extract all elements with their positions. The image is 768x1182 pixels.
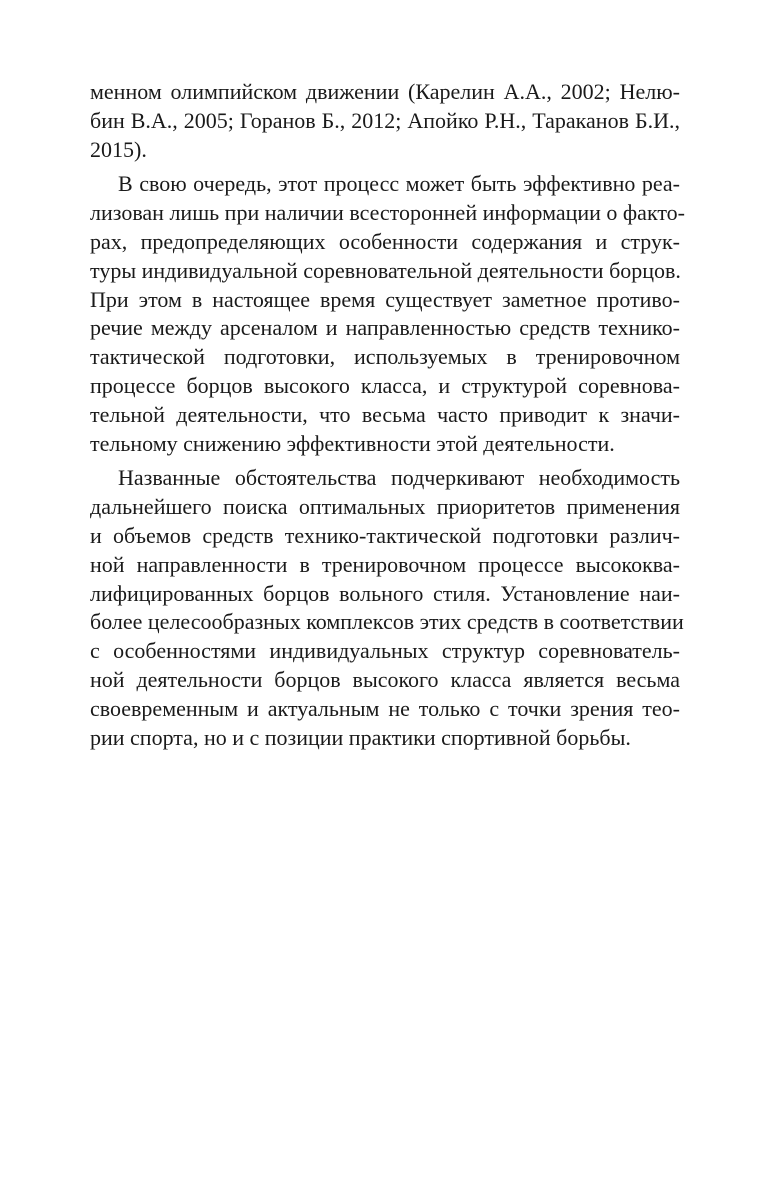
text-line: ной направленности в тренировочном процессе высококва- bbox=[90, 551, 680, 577]
text-line: тактической подготовки, используемых в тренировочном bbox=[90, 344, 680, 370]
text-line: менном олимпийском движении (Карелин А.А., 2002; Нелю- bbox=[90, 79, 680, 104]
text-line: ной деятельности борцов высокого класса является весьма bbox=[90, 666, 680, 692]
text-line: В свою очередь, этот процесс может быть эффективно реа- bbox=[118, 171, 680, 197]
text-line: 2015). bbox=[90, 136, 147, 162]
text-line: более целесообразных комплексов этих средств в соответствии bbox=[90, 609, 684, 635]
text-line: рах, предопределяющих особенности содержания и струк- bbox=[90, 228, 680, 254]
text-line: бин В.А., 2005; Горанов Б., 2012; Апойко Р.Н., Тараканов Б.И., bbox=[90, 107, 680, 133]
text-line: лизован лишь при наличии всесторонней информации о факто- bbox=[90, 200, 685, 226]
text-line: туры индивидуальной соревновательной деятельности борцов. bbox=[90, 257, 681, 283]
paragraph-2 bbox=[90, 170, 685, 458]
text-line: рии спорта, но и с позиции практики спортивной борьбы. bbox=[90, 724, 631, 750]
paragraph-1 bbox=[90, 78, 680, 164]
text-line: с особенностями индивидуальных структур соревнователь- bbox=[90, 638, 680, 664]
paragraph-3 bbox=[90, 464, 684, 752]
text-line: тельной деятельности, что весьма часто приводит к значи- bbox=[90, 401, 680, 427]
page-body bbox=[90, 78, 685, 752]
text-line: При этом в настоящее время существует заметное противо- bbox=[90, 286, 680, 312]
text-line: своевременным и актуальным не только с точки зрения тео- bbox=[90, 695, 680, 721]
text-line: лифицированных борцов вольного стиля. Установление наи- bbox=[90, 580, 680, 606]
text-line: дальнейшего поиска оптимальных приоритетов применения bbox=[90, 494, 680, 520]
text-line: процессе борцов высокого класса, и структурой соревнова- bbox=[90, 372, 680, 398]
text-line: тельному снижению эффективности этой деятельности. bbox=[90, 430, 615, 456]
text-line: речие между арсеналом и направленностью средств технико- bbox=[90, 315, 680, 341]
text-line: и объемов средств технико-тактической подготовки различ- bbox=[90, 522, 680, 548]
text-line: Названные обстоятельства подчеркивают необходимость bbox=[118, 465, 680, 491]
